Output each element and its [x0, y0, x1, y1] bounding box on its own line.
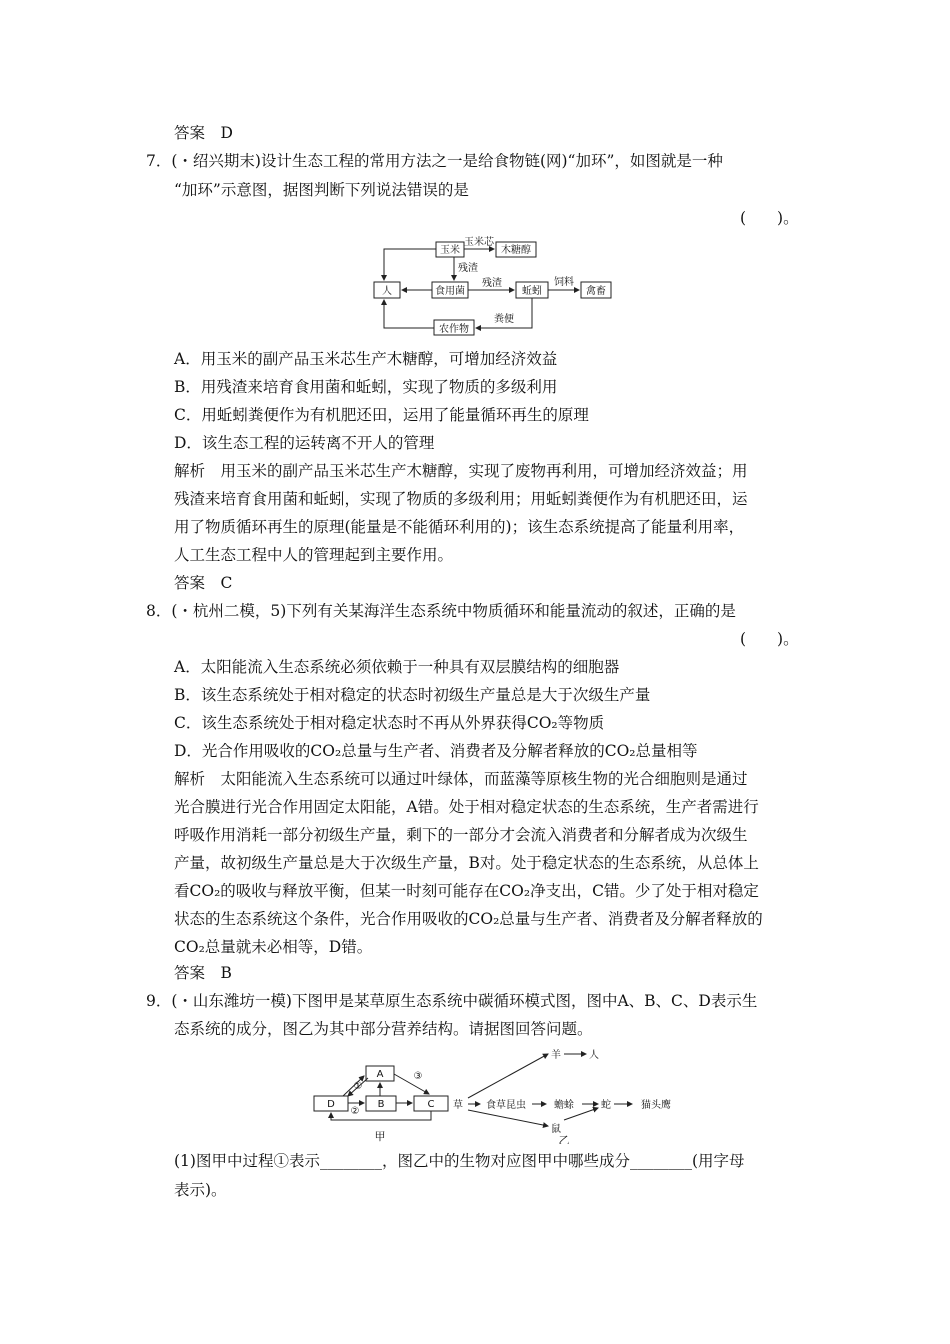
q7-analysis-line3: 用了物质循环再生的原理(能量是不能循环利用的)；该生态系统提高了能量利用率， — [174, 518, 745, 536]
node-mutangchun: 木糖醇 — [501, 245, 531, 256]
caption-jia: 甲 — [374, 1130, 386, 1143]
node-b: B — [377, 1099, 385, 1110]
node-c: C — [427, 1099, 435, 1110]
q7-stem-line1: 7．(・绍兴期末)设计生态工程的常用方法之一是给食物链(网)“加环”，如图就是一种 — [146, 152, 723, 170]
label-yumixin: 玉米芯 — [464, 237, 494, 248]
q8-answer: 答案 B — [174, 964, 232, 982]
q7-diagram — [370, 236, 620, 340]
node-qiyin: 蚯蚓 — [522, 286, 542, 297]
node-yumi: 玉米 — [440, 245, 460, 256]
q7-analysis-line2: 残渣来培育食用菌和蚯蚓，实现了物质的多级利用；用蚯蚓粪便作为有机肥还田，运 — [174, 490, 748, 508]
q9-diagram-jia — [308, 1058, 456, 1148]
q7-answer-paren: ( )。 — [740, 209, 799, 227]
process-1-label: ① — [353, 1081, 363, 1092]
q7-analysis-line1: 解析 用玉米的副产品玉米芯生产木糖醇，实现了废物再利用，可增加经济效益；用 — [174, 462, 748, 480]
node-chanchu: 蟾蜍 — [554, 1100, 574, 1111]
q8-analysis-line1: 解析 太阳能流入生态系统可以通过叶绿体，而蓝藻等原核生物的光合细胞则是通过 — [174, 770, 748, 788]
q8-stem: 8．(・杭州二模，5)下列有关某海洋生态系统中物质循环和能量流动的叙述，正确的是 — [146, 602, 736, 620]
q7-option-b: B．用残渣来培育食用菌和蚯蚓，实现了物质的多级利用 — [174, 378, 558, 396]
q8-analysis-line6: 状态的生态系统这个条件，光合作用吸收的CO₂总量与生产者、消费者及分解者释放的 — [174, 910, 763, 928]
q8-option-c: C．该生态系统处于相对稳定状态时不再从外界获得CO₂等物质 — [174, 714, 605, 732]
node-a: A — [376, 1069, 384, 1080]
node-ren: 人 — [589, 1050, 599, 1061]
node-qinxu: 禽畜 — [586, 286, 606, 297]
q8-analysis-line7: CO₂总量就未必相等，D错。 — [174, 938, 373, 956]
q8-option-a: A．太阳能流入生态系统必须依赖于一种具有双层膜结构的细胞器 — [174, 658, 620, 676]
q7-stem-line2: “加环”示意图，据图判断下列说法错误的是 — [174, 181, 469, 199]
q9-diagram-yi — [448, 1040, 708, 1144]
node-d: D — [327, 1099, 335, 1110]
node-shicaokunchong: 食草昆虫 — [486, 1100, 526, 1111]
q9-stem-line1: 9．(・山东潍坊一模)下图甲是某草原生态系统中碳循环模式图，图中A、B、C、D表示生 — [146, 992, 758, 1010]
q9-stem-line2: 态系统的成分，图乙为其中部分营养结构。请据图回答问题。 — [174, 1020, 593, 1038]
q7-analysis-line4: 人工生态工程中人的管理起到主要作用。 — [174, 546, 454, 564]
q9-sub1-line1: (1)图甲中过程①表示________，图乙中的生物对应图甲中哪些成分________(用字母 — [174, 1152, 745, 1170]
process-3-label: ③ — [413, 1071, 423, 1082]
q7-answer: 答案 C — [174, 574, 233, 592]
q8-option-d: D．光合作用吸收的CO₂总量与生产者、消费者及分解者释放的CO₂总量相等 — [174, 742, 698, 760]
node-ren: 人 — [382, 286, 392, 297]
node-cao: 草 — [453, 1100, 463, 1111]
node-yang: 羊 — [551, 1050, 561, 1061]
label-canzha-2: 残渣 — [482, 278, 502, 289]
node-nongzuowu: 农作物 — [439, 324, 469, 335]
q7-option-d: D．该生态工程的运转离不开人的管理 — [174, 434, 435, 452]
q8-analysis-line3: 呼吸作用消耗一部分初级生产量，剩下的一部分才会流入消费者和分解者成为次级生 — [174, 826, 748, 844]
node-she: 蛇 — [601, 1100, 611, 1111]
q8-option-b: B．该生态系统处于相对稳定的状态时初级生产量总是大于次级生产量 — [174, 686, 651, 704]
label-siliao: 饲料 — [554, 277, 574, 288]
node-maotouying: 猫头鹰 — [641, 1100, 671, 1111]
label-fenbian: 粪便 — [494, 314, 514, 325]
q8-analysis-line2: 光合膜进行光合作用固定太阳能，A错。处于相对稳定状态的生态系统，生产者需进行 — [174, 798, 759, 816]
q8-analysis-line4: 产量，故初级生产量总是大于次级生产量，B对。处于稳定状态的生态系统，从总体上 — [174, 854, 759, 872]
caption-yi: 乙 — [558, 1134, 570, 1144]
q6-answer: 答案 D — [174, 124, 233, 142]
q8-answer-paren: ( )。 — [740, 630, 799, 648]
process-2-label: ② — [350, 1106, 360, 1117]
q8-analysis-line5: 看CO₂的吸收与释放平衡，但某一时刻可能存在CO₂净支出，C错。少了处于相对稳定 — [174, 882, 759, 900]
label-canzha-1: 残渣 — [458, 263, 478, 274]
node-shu: 鼠 — [551, 1124, 561, 1135]
q7-option-a: A．用玉米的副产品玉米芯生产木糖醇，可增加经济效益 — [174, 350, 558, 368]
q7-option-c: C．用蚯蚓粪便作为有机肥还田，运用了能量循环再生的原理 — [174, 406, 589, 424]
q9-sub1-line2: 表示)。 — [174, 1181, 227, 1199]
node-shiyongjun: 食用菌 — [435, 286, 465, 297]
